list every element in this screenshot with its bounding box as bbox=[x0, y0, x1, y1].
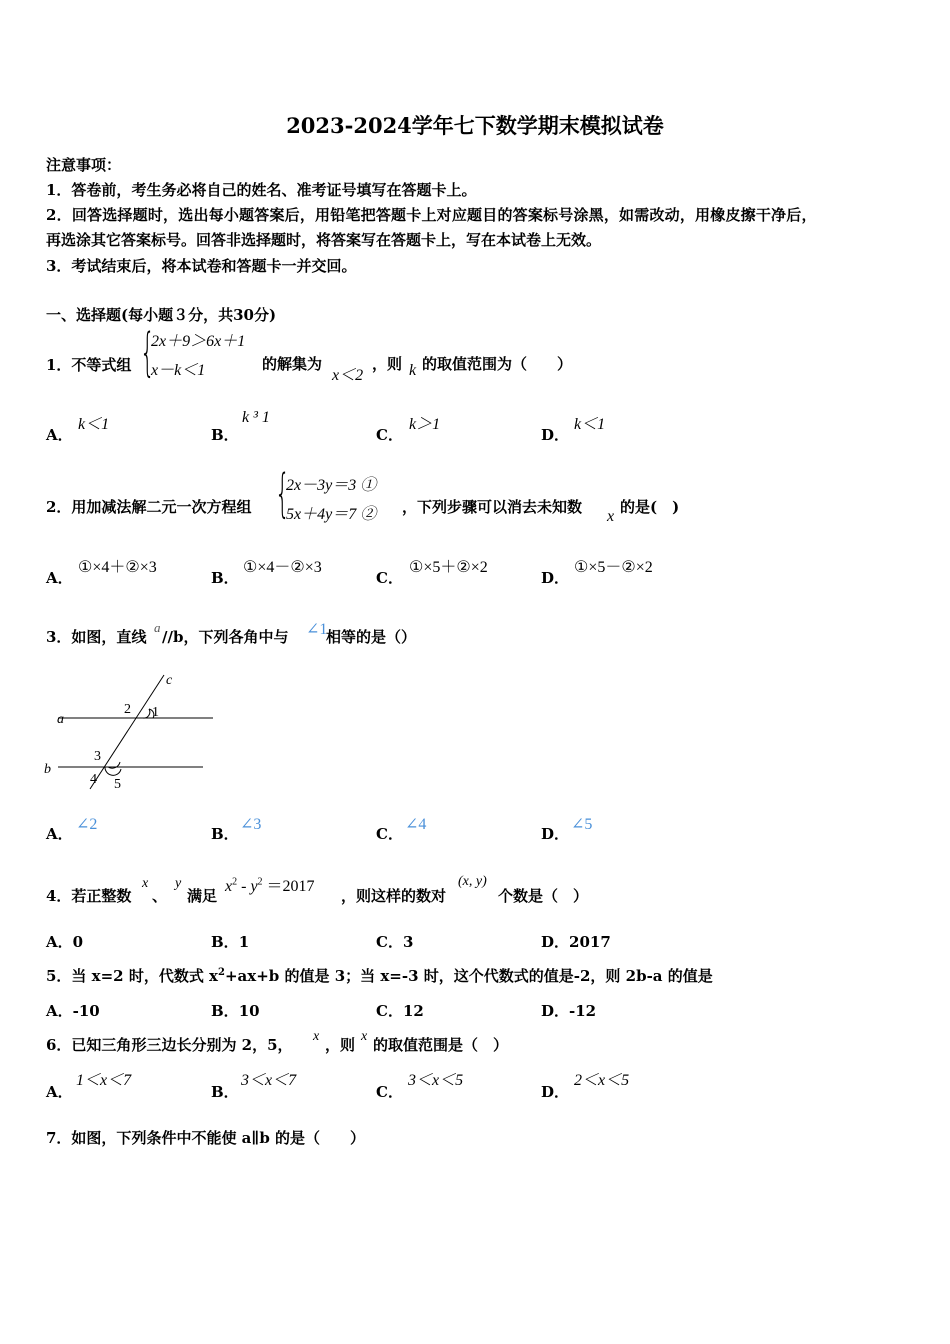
q3-option-a-letter: A． bbox=[46, 825, 73, 843]
q1-brace: { bbox=[140, 323, 155, 383]
label-1: 1 bbox=[152, 705, 159, 720]
q5-option-c: C．12 bbox=[376, 1002, 424, 1020]
q3-option-b-letter: B． bbox=[211, 825, 239, 843]
notice-heading: 注意事项： bbox=[46, 156, 122, 174]
q1-option-a-letter: A． bbox=[46, 426, 73, 444]
angle-arc-5 bbox=[111, 769, 121, 775]
q1-mid: 的解集为 bbox=[262, 355, 323, 373]
q3-figure bbox=[40, 665, 230, 800]
q2-brace: { bbox=[275, 464, 290, 524]
q4-post: 个数是（ ） bbox=[498, 887, 589, 905]
q1-option-c: k＞1 bbox=[409, 416, 441, 433]
q3-option-d: ∠5 bbox=[571, 816, 593, 833]
label-a: a bbox=[57, 712, 64, 727]
q6-option-a-letter: A． bbox=[46, 1083, 73, 1101]
q6-option-b-letter: B． bbox=[211, 1083, 239, 1101]
q4-sep: 、 bbox=[152, 887, 168, 905]
q5-option-d: D．-12 bbox=[541, 1002, 597, 1020]
q2-option-d-letter: D． bbox=[541, 569, 570, 587]
q2-option-d: ①×5－②×2 bbox=[574, 559, 653, 576]
q2-option-a-letter: A． bbox=[46, 569, 73, 587]
label-2: 2 bbox=[124, 702, 131, 717]
q1-var: k bbox=[409, 362, 417, 379]
q3-option-a: ∠2 bbox=[76, 816, 98, 833]
notice-line-2a: 2．回答选择题时，选出每小题答案后，用铅笔把答题卡上对应题目的答案标号涂黑，如需改动，用橡皮擦干净后， bbox=[46, 206, 817, 224]
label-4: 4 bbox=[90, 772, 97, 787]
page-title: 2023-2024学年七下数学期末模拟试卷 bbox=[286, 113, 664, 138]
angle-arc-2 bbox=[143, 709, 150, 718]
q3-var-a: a bbox=[154, 620, 161, 635]
q1-option-b-letter: B． bbox=[211, 426, 239, 444]
q2-eq2: 5x＋4y＝7 ② bbox=[286, 506, 377, 523]
q5-option-b: B．10 bbox=[211, 1002, 260, 1020]
q1-post: 的取值范围为（ ） bbox=[422, 355, 573, 373]
q1-option-d-letter: D． bbox=[541, 426, 570, 444]
q6-option-d: 2＜x＜5 bbox=[574, 1072, 630, 1089]
q4-option-c: C．3 bbox=[376, 933, 414, 951]
q3-option-b: ∠3 bbox=[240, 816, 262, 833]
label-3: 3 bbox=[94, 749, 101, 764]
notice-line-1: 1．答卷前，考生务必将自己的姓名、准考证号填写在答题卡上。 bbox=[46, 181, 477, 199]
q1-cond: x＜2 bbox=[332, 367, 364, 384]
q4-mid: 满足 bbox=[187, 887, 218, 905]
q4-option-a: A．0 bbox=[46, 933, 84, 951]
q4-y: y bbox=[175, 876, 182, 891]
label-b: b bbox=[44, 762, 51, 777]
q4-x: x bbox=[142, 876, 149, 891]
q3-mid: //b，下列各角中与 bbox=[162, 628, 289, 646]
q6-option-d-letter: D． bbox=[541, 1083, 570, 1101]
q3-prefix: 3．如图，直线 bbox=[46, 628, 147, 646]
q6-post: 的取值范围是（ ） bbox=[373, 1036, 509, 1054]
q1-option-d: k＜1 bbox=[574, 416, 606, 433]
q4-pair: (x, y) bbox=[458, 874, 487, 889]
q2-eq1: 2x－3y＝3 ① bbox=[286, 477, 377, 494]
q6-mid: ，则 bbox=[325, 1036, 356, 1054]
q3-post: 相等的是（） bbox=[326, 628, 417, 646]
q3-angle: ∠1 bbox=[306, 621, 328, 638]
label-5: 5 bbox=[114, 777, 121, 792]
q4-equation: $x^2 - y^2 =2017$ bbox=[225, 876, 315, 895]
q2-option-c-letter: C． bbox=[376, 569, 403, 587]
q6-option-c: 3＜x＜5 bbox=[408, 1072, 464, 1089]
q3-option-d-letter: D． bbox=[541, 825, 570, 843]
q6-x: x bbox=[313, 1029, 320, 1044]
section-heading: 一、选择题(每小题３分，共30分) bbox=[46, 306, 277, 324]
q6-prefix: 6．已知三角形三边长分别为 2，5， bbox=[46, 1036, 293, 1054]
notice-line-2b: 再选涂其它答案标号。回答非选择题时，将答案写在答题卡上，写在本试卷上无效。 bbox=[46, 231, 602, 249]
q5-option-a: A．-10 bbox=[46, 1002, 100, 1020]
q4-prefix: 4．若正整数 bbox=[46, 887, 132, 905]
q1-prefix: 1．不等式组 bbox=[46, 356, 132, 374]
q2-prefix: 2．用加减法解二元一次方程组 bbox=[46, 498, 252, 516]
q5-text: 5．当 x=2 时，代数式 $x^2+ax+b$ 的值是 3；当 x=-3 时，这个代数式的值是-2，则 2b-a 的值是 bbox=[46, 967, 713, 985]
question-7: 7．如图，下列条件中不能使 a∥b 的是（ ） bbox=[46, 1129, 366, 1147]
q1-eq1: 2x＋9＞6x＋1 bbox=[151, 333, 246, 350]
q3-option-c: ∠4 bbox=[405, 816, 427, 833]
q6-option-b: 3＜x＜7 bbox=[241, 1072, 297, 1089]
q6-x2: x bbox=[361, 1029, 368, 1044]
notice-line-3: 3．考试结束后，将本试卷和答题卡一并交回。 bbox=[46, 257, 357, 275]
q1-option-b: k ³ 1 bbox=[242, 409, 270, 426]
q4-option-b: B．1 bbox=[211, 933, 250, 951]
q2-option-c: ①×5＋②×2 bbox=[409, 559, 488, 576]
q2-post: 的是( ) bbox=[620, 498, 680, 516]
q6-option-a: 1＜x＜7 bbox=[76, 1072, 132, 1089]
q1-option-c-letter: C． bbox=[376, 426, 403, 444]
q6-option-c-letter: C． bbox=[376, 1083, 403, 1101]
q4-mid2: ，则这样的数对 bbox=[341, 887, 447, 905]
q2-option-a: ①×4＋②×3 bbox=[78, 559, 157, 576]
q4-option-d: D．2017 bbox=[541, 933, 611, 951]
label-c: c bbox=[166, 673, 173, 688]
q3-option-c-letter: C． bbox=[376, 825, 403, 843]
q1-eq2: x－k＜1 bbox=[151, 362, 206, 379]
q2-option-b: ①×4－②×3 bbox=[243, 559, 322, 576]
q1-option-a: k＜1 bbox=[78, 416, 110, 433]
q2-mid: ，下列步骤可以消去未知数 bbox=[402, 498, 583, 516]
q2-option-b-letter: B． bbox=[211, 569, 239, 587]
q2-var: x bbox=[607, 508, 615, 525]
line-c bbox=[90, 675, 164, 789]
q1-mid2: ，则 bbox=[372, 355, 403, 373]
